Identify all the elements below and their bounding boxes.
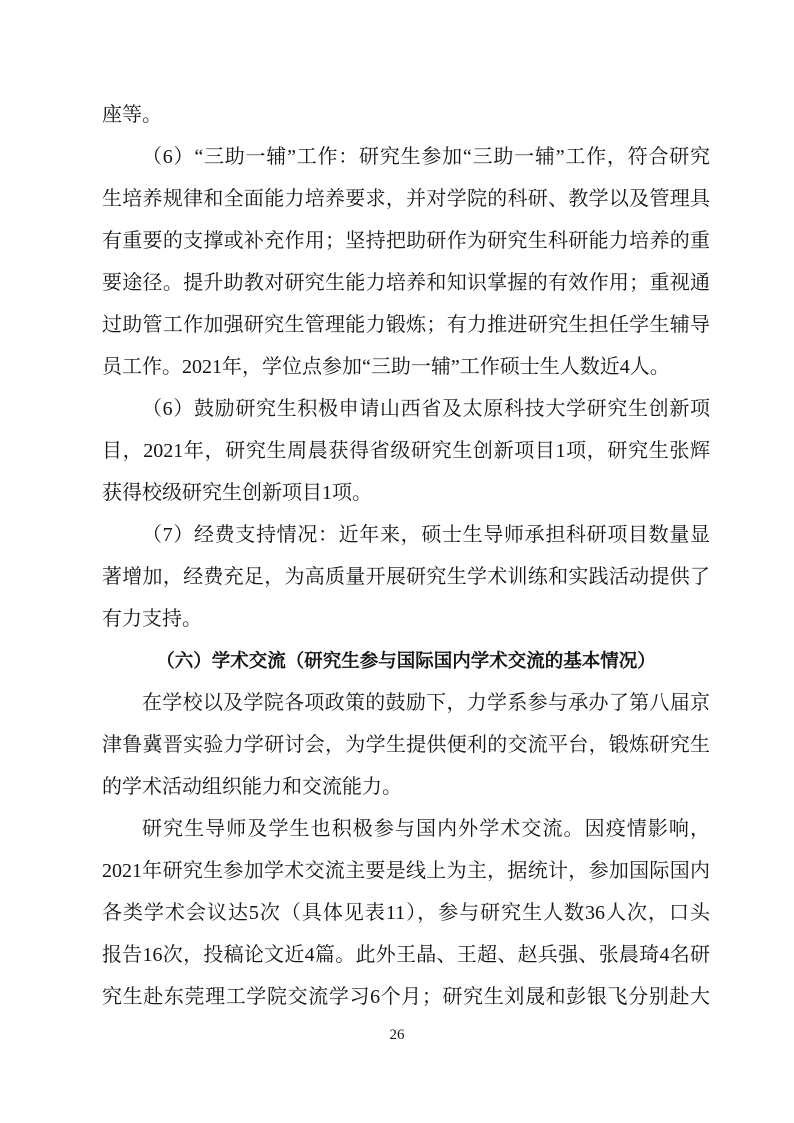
paragraph-lixuexi-line1: 在学校以及学院各项政策的鼓励下，力学系参与承办了第八届京 — [142, 692, 710, 714]
paragraph-sanzhuyifu-line5: 过助管工作加强研究生管理能力锻炼；有力推进研究生担任学生辅导 — [102, 314, 710, 336]
paragraph-jingfei-line1: （7）经费支持情况：近年来，硕士生导师承担科研项目数量显 — [142, 524, 710, 546]
paragraph-sanzhuyifu-line4: 要途径。提升助教对研究生能力培养和知识掌握的有效作用；重视通 — [102, 272, 710, 294]
page-content — [102, 94, 710, 1018]
paragraph-chuangxin-line2: 目，2021年，研究生周晨获得省级研究生创新项目1项，研究生张辉 — [102, 440, 710, 462]
paragraph-sanzhuyifu-line6: 员工作。2021年，学位点参加“三助一辅”工作硕士生人数近4人。 — [102, 356, 670, 378]
paragraph-jiaoliu-line1: 研究生导师及学生也积极参与国内外学术交流。因疫情影响， — [142, 818, 710, 840]
paragraph-sanzhuyifu-line3: 有重要的支撑或补充作用；坚持把助研作为研究生科研能力培养的重 — [102, 230, 710, 252]
paragraph-jiaoliu-line3: 各类学术会议达5次（具体见表11），参与研究生人数36人次，口头 — [102, 902, 710, 924]
paragraph-jiaoliu-line2: 2021年研究生参加学术交流主要是线上为主，据统计，参加国际国内 — [102, 860, 710, 882]
paragraph-lixuexi-line2: 津鲁冀晋实验力学研讨会，为学生提供便利的交流平台，锻炼研究生 — [102, 734, 710, 756]
paragraph-sanzhuyifu-line2: 生培养规律和全面能力培养要求，并对学院的科研、教学以及管理具 — [102, 188, 710, 210]
paragraph-chuangxin-line1: （6）鼓励研究生积极申请山西省及太原科技大学研究生创新项 — [142, 398, 710, 420]
paragraph-jiaoliu-line4: 报告16次，投稿论文近4篇。此外王晶、王超、赵兵强、张晨琦4名研 — [102, 944, 710, 966]
paragraph-jingfei-line3: 有力支持。 — [102, 608, 202, 630]
page-number: 26 — [389, 1027, 405, 1043]
paragraph-chuangxin-line3: 获得校级研究生创新项目1项。 — [102, 482, 372, 504]
text-line-continuation: 座等。 — [102, 104, 162, 126]
paragraph-jiaoliu-line5: 究生赴东莞理工学院交流学习6个月；研究生刘晟和彭银飞分别赴大 — [102, 986, 710, 1008]
paragraph-jingfei-line2: 著增加，经费充足，为高质量开展研究生学术训练和实践活动提供了 — [102, 566, 710, 588]
paragraph-lixuexi-line3: 的学术活动组织能力和交流能力。 — [102, 776, 402, 798]
section-heading-six: （六）学术交流（研究生参与国际国内学术交流的基本情况） — [156, 650, 656, 671]
paragraph-sanzhuyifu-line1: （6）“三助一辅”工作：研究生参加“三助一辅”工作，符合研究 — [142, 146, 710, 168]
